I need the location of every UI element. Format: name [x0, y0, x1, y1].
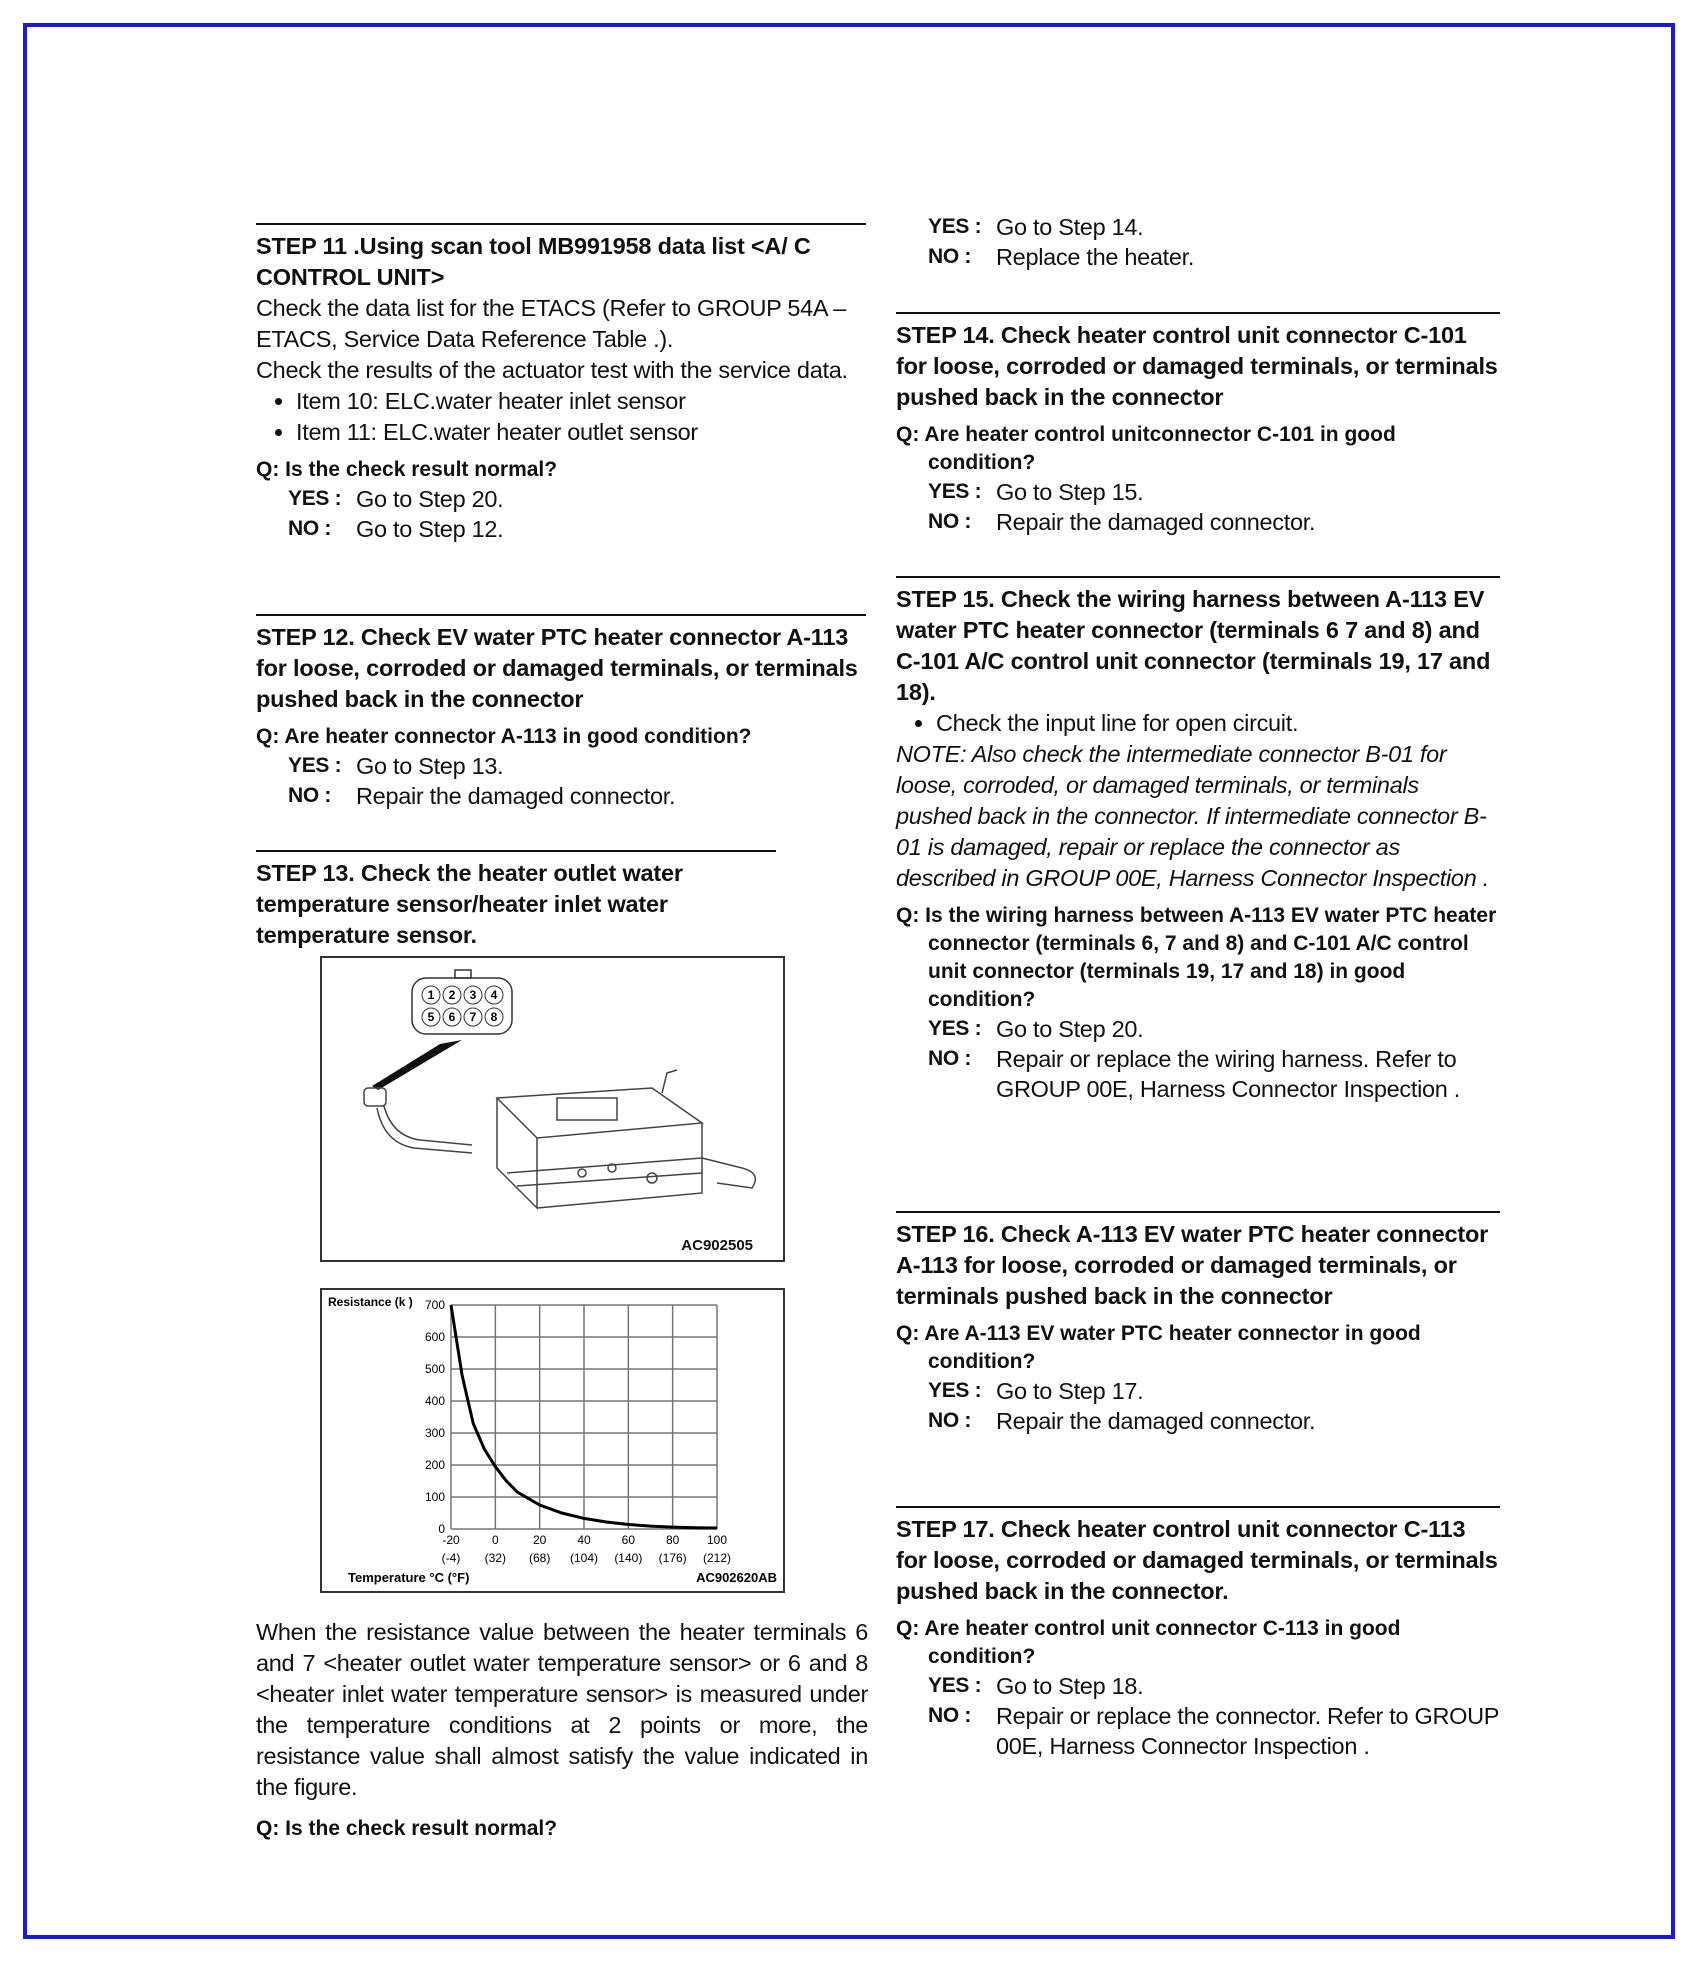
step-13-body [256, 1617, 868, 1843]
x-tick-label-f: (140) [614, 1551, 643, 1565]
step-11-title: STEP 11 .Using scan tool MB991958 data list <A/ C CONTROL UNIT> [256, 233, 811, 290]
x-tick-label: 0 [491, 1533, 499, 1547]
no-label: NO : [928, 245, 972, 268]
step-12-question: Q: Are heater connector A-113 in good condition? [256, 725, 752, 748]
no-answer: Replace the heater. [996, 244, 1195, 270]
step-15-no [896, 1044, 1500, 1104]
no-label: NO : [928, 1704, 972, 1727]
no-answer: Go to Step 12. [356, 516, 504, 542]
yes-label: YES : [928, 215, 982, 238]
connector-pins [422, 986, 503, 1026]
step-12-yes [256, 751, 866, 781]
x-tick-label: -20 [442, 1533, 460, 1547]
x-tick-label-f: (212) [702, 1551, 732, 1565]
list-item: • Item 11: ELC.water heater outlet sensor [296, 417, 866, 448]
pin-5: 5 [427, 1010, 435, 1024]
step-12-no [256, 781, 866, 811]
no-answer: Repair the damaged connector. [996, 1408, 1316, 1434]
yes-label: YES : [928, 1674, 982, 1697]
heater-unit [364, 1070, 755, 1208]
y-tick-label: 300 [424, 1426, 445, 1440]
x-tick-label: 60 [621, 1533, 636, 1547]
no-label: NO : [928, 1047, 972, 1070]
yes-answer: Go to Step 13. [356, 753, 504, 779]
pin-1: 1 [427, 988, 435, 1002]
no-answer: Repair or replace the wiring harness. Refer to GROUP 00E, Harness Connector Inspection . [996, 1046, 1461, 1102]
yes-answer: Go to Step 20. [996, 1016, 1144, 1042]
resistance-chart [320, 1288, 785, 1593]
step-14 [896, 312, 1500, 537]
x-tick-label: 40 [577, 1533, 591, 1547]
chart-svg [322, 1290, 783, 1591]
step-13-paragraph: When the resistance value between the heater terminals 6 and 7 <heater outlet water temperature sensor> or 6 and 8 <heater inlet water temperature sensor> is measured under the temperature conditions at 2 points or more, the resistance value shall almost satisfy the value indicated in the figure. [256, 1619, 868, 1800]
step-17-yes [896, 1671, 1500, 1701]
step-13-title: STEP 13. Check the heater outlet water temperature sensor/heater inlet water temperature sensor. [256, 860, 683, 948]
pin-8: 8 [490, 1010, 498, 1024]
y-tick-label: 600 [424, 1330, 445, 1344]
list-item: • Check the input line for open circuit. [936, 708, 1500, 739]
x-tick-label: 20 [532, 1533, 547, 1547]
step-11 [256, 223, 866, 544]
x-tick-label-f: (32) [484, 1551, 507, 1565]
pin-7: 7 [469, 1010, 477, 1024]
x-tick-label-f: (104) [569, 1551, 599, 1565]
y-tick-label: 700 [424, 1298, 445, 1312]
pin-3: 3 [469, 988, 477, 1002]
y-axis-label: Resistance (k ) [328, 1295, 413, 1309]
no-answer: Repair the damaged connector. [356, 783, 676, 809]
step-17-no [896, 1701, 1500, 1761]
x-tick-label-f: (-4) [441, 1551, 461, 1565]
step-13-answers [896, 212, 1500, 272]
step-17-question: Q: Are heater control unit connector C-113 in good condition? [896, 1617, 1401, 1668]
step-15-note: NOTE: Also check the intermediate connector B-01 for loose, corroded, or damaged terminals, or terminals pushed back in the connector. If intermediate connector B-01 is damaged, repair or replace the connector as described in GROUP 00E, Harness Connector Inspection . [896, 741, 1489, 891]
x-tick-label: 100 [706, 1533, 728, 1547]
step-16-no [896, 1406, 1500, 1436]
heater-illustration [320, 956, 785, 1262]
step-11-text-1: Check the data list for the ETACS (Refer to GROUP 54A – ETACS, Service Data Reference Table .). [256, 295, 846, 352]
step-15 [896, 576, 1500, 1104]
step-15-yes [896, 1014, 1500, 1044]
no-label: NO : [928, 1409, 972, 1432]
no-label: NO : [928, 510, 972, 533]
no-answer: Repair or replace the connector. Refer to GROUP 00E, Harness Connector Inspection . [996, 1703, 1499, 1759]
pin-6: 6 [448, 1010, 456, 1024]
y-tick-label: 100 [424, 1490, 445, 1504]
x-tick-label-f: (68) [528, 1551, 551, 1565]
y-tick-label: 500 [424, 1362, 445, 1376]
chart-figure-code: AC902620AB [696, 1570, 777, 1585]
pin-4: 4 [490, 988, 498, 1002]
step-13-yes [896, 212, 1500, 242]
pin-2: 2 [448, 988, 456, 1002]
pointer-arrow [372, 1040, 462, 1090]
step-17-title: STEP 17. Check heater control unit connector C-113 for loose, corroded or damaged terminals, or terminals pushed back in the connector. [896, 1516, 1498, 1604]
step-11-yes [256, 484, 866, 514]
no-label: NO : [288, 517, 332, 540]
no-answer: Repair the damaged connector. [996, 509, 1316, 535]
y-tick-label: 400 [424, 1394, 445, 1408]
step-15-title: STEP 15. Check the wiring harness between A-113 EV water PTC heater connector (terminals 6 7 and 8) and C-101 A/C control unit connector (terminals 19, 17 and 18). [896, 586, 1491, 705]
yes-answer: Go to Step 18. [996, 1673, 1144, 1699]
figure-code: AC902505 [681, 1237, 753, 1254]
list-item: • Item 10: ELC.water heater inlet sensor [296, 386, 866, 417]
step-11-items [256, 386, 866, 448]
step-14-yes [896, 477, 1500, 507]
yes-label: YES : [928, 1017, 982, 1040]
x-axis-label: Temperature °C (°F) [348, 1570, 470, 1585]
step-14-question: Q: Are heater control unitconnector C-101 in good condition? [896, 423, 1396, 474]
step-13-question: Q: Is the check result normal? [256, 1817, 558, 1840]
yes-label: YES : [288, 754, 342, 777]
step-16 [896, 1211, 1500, 1436]
yes-answer: Go to Step 20. [356, 486, 504, 512]
step-16-yes [896, 1376, 1500, 1406]
step-11-text-2: Check the results of the actuator test with the service data. [256, 357, 848, 383]
step-14-no [896, 507, 1500, 537]
step-15-items [896, 708, 1500, 739]
step-15-question: Q: Is the wiring harness between A-113 EV water PTC heater connector (terminals 6, 7 and 8) and C-101 A/C control unit connector (terminals 19, 17 and 18) in good condition? [896, 904, 1497, 1011]
no-label: NO : [288, 784, 332, 807]
step-16-question: Q: Are A-113 EV water PTC heater connector in good condition? [896, 1322, 1421, 1373]
heater-drawing [322, 958, 783, 1260]
step-11-question: Q: Is the check result normal? [256, 458, 558, 481]
x-tick-label-f: (176) [658, 1551, 687, 1565]
yes-answer: Go to Step 17. [996, 1378, 1144, 1404]
x-tick-label: 80 [665, 1533, 680, 1547]
step-13-no [896, 242, 1500, 272]
yes-answer: Go to Step 14. [996, 214, 1144, 240]
step-14-title: STEP 14. Check heater control unit connector C-101 for loose, corroded or damaged terminals, or terminals pushed back in the connector [896, 322, 1498, 410]
step-12 [256, 614, 866, 811]
yes-answer: Go to Step 15. [996, 479, 1144, 505]
yes-label: YES : [928, 1379, 982, 1402]
yes-label: YES : [928, 480, 982, 503]
step-12-title: STEP 12. Check EV water PTC heater connector A-113 for loose, corroded or damaged terminals, or terminals pushed back in the connector [256, 624, 858, 712]
y-tick-label: 0 [438, 1522, 445, 1536]
step-13 [256, 850, 776, 951]
y-tick-label: 200 [424, 1458, 445, 1472]
yes-label: YES : [288, 487, 342, 510]
step-16-title: STEP 16. Check A-113 EV water PTC heater connector A-113 for loose, corroded or damaged terminals, or terminals pushed back in the connector [896, 1221, 1489, 1309]
step-11-no [256, 514, 866, 544]
step-17 [896, 1506, 1500, 1761]
